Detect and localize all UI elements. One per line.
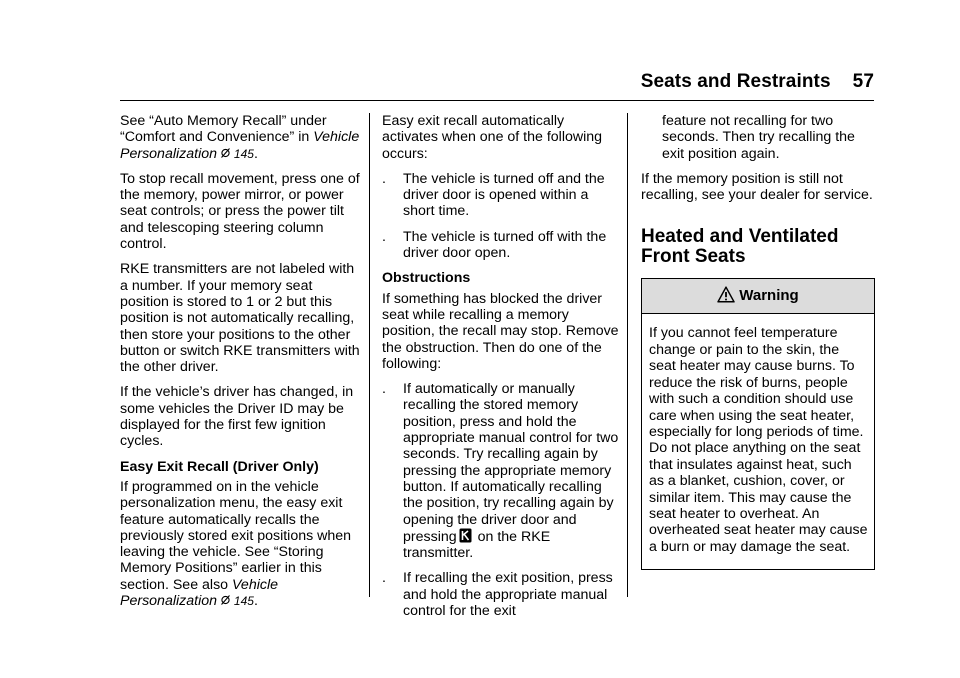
warning-header bbox=[642, 279, 874, 314]
rke-unlock-key-icon bbox=[459, 528, 472, 543]
bullet-mark: . bbox=[382, 170, 386, 187]
page-reference[interactable]: 145 bbox=[233, 146, 254, 161]
warning-box bbox=[641, 278, 875, 570]
bullet-item: . The vehicle is turned off and the driver door is opened within a short time. bbox=[382, 170, 605, 220]
warning-text: If you cannot feel temperature change or pain to the skin, the seat heater may cause burns. To reduce the risk of burns, people with such a condition should use care when using the seat heater, especially for long periods of time. Do not place anything on the seat that insulates against heat, such as a blanket, cushion, cover, or similar item. This may cause the seat heater to overheat. An overheated seat heater may cause a burn or may damage the seat. bbox=[649, 325, 868, 555]
paragraph: If the vehicle’s driver has changed, in some vehicles the Driver ID may be displayed for the first few ignition cycles. bbox=[120, 384, 354, 450]
paragraph: Easy exit recall automatically activates when one of the following occurs: bbox=[382, 113, 603, 162]
column-divider bbox=[369, 113, 370, 597]
bullet-mark: . bbox=[382, 228, 386, 245]
page-reference-icon bbox=[221, 595, 230, 605]
bullet-continuation: feature not recalling for two seconds. Then try recalling the exit position again. bbox=[662, 113, 855, 162]
bullet-mark: . bbox=[382, 570, 386, 587]
section-title: Seats and Restraints bbox=[640, 71, 831, 92]
column-divider bbox=[627, 113, 628, 597]
page-number: 57 bbox=[852, 71, 874, 92]
column-2 bbox=[382, 113, 620, 628]
warning-title: Warning bbox=[739, 287, 799, 305]
page-header bbox=[641, 71, 874, 93]
bullet-item: . If recalling the exit position, press and hold the appropriate manual control for the exit bbox=[382, 570, 613, 620]
page-reference[interactable]: 145 bbox=[233, 594, 254, 609]
bullet-mark: . bbox=[382, 381, 386, 398]
paragraph: See “Auto Memory Recall” under “Comfort and Convenience” in Vehicle Personalization 145. bbox=[120, 113, 360, 162]
bullet-item: . If automatically or manually recalling the stored memory position, press and hold the appropriate manual control for two seconds. Try recalling again by pressing the appropriate memory button. If automatically recalling the position, try recalling again by opening the driver door and pressing on the RKE transmitter. bbox=[382, 381, 619, 562]
warning-triangle-icon bbox=[717, 286, 735, 303]
paragraph: If something has blocked the driver seat while recalling a memory position, the recall may stop. Remove the obstruction. Then do one of the following: bbox=[382, 290, 619, 372]
column-3 bbox=[641, 113, 875, 570]
bullet-item: . The vehicle is turned off with the driver door open. bbox=[382, 228, 607, 262]
cross-reference-link[interactable]: Vehicle Personalization bbox=[120, 576, 279, 610]
paragraph: RKE transmitters are not labeled with a number. If your memory seat position is stored to 1 or 2 but this position is not automatically recalling, then store your positions to the other button or switch RKE transmitters with the other driver. bbox=[120, 261, 360, 376]
cross-reference-link[interactable]: Vehicle Personalization bbox=[120, 129, 360, 162]
paragraph: To stop recall movement, press one of the memory, power mirror, or power seat controls; or press the power tilt and telescoping steering column control. bbox=[120, 170, 360, 253]
subheading: Easy Exit Recall (Driver Only) bbox=[120, 458, 319, 475]
header-rule bbox=[120, 100, 874, 101]
paragraph: If the memory position is still not recalling, see your dealer for service. bbox=[641, 170, 873, 204]
column-1 bbox=[120, 113, 360, 618]
page-reference-icon bbox=[221, 148, 230, 158]
subheading: Obstructions bbox=[382, 270, 471, 287]
section-heading: Heated and Ventilated Front Seats bbox=[641, 226, 839, 268]
paragraph: If programmed on in the vehicle personalization menu, the easy exit feature automatically recalls the previously stored exit positions when leaving the vehicle. See “Storing Memory Positions” earlier in this section. See also Vehicle Personalization 145. bbox=[120, 478, 352, 610]
